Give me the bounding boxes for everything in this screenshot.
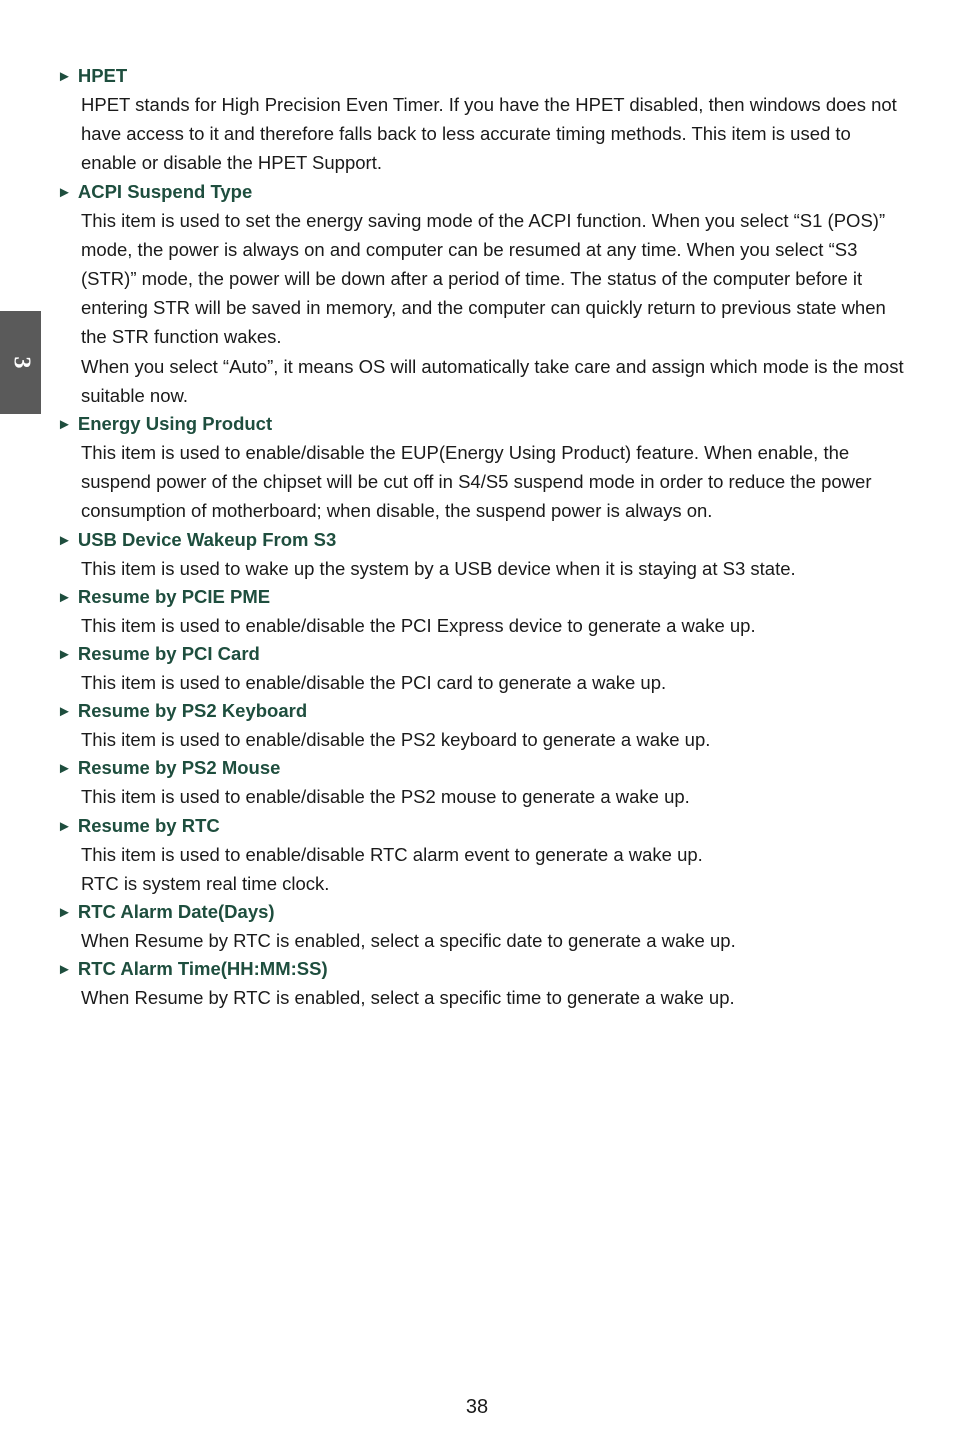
section-heading: ► Resume by PS2 Keyboard (57, 700, 308, 722)
triangle-bullet-icon: ► (57, 961, 72, 979)
section-paragraph: When Resume by RTC is enabled, select a specific time to generate a wake up. (81, 987, 735, 1009)
section-resume-pci-card (57, 640, 907, 697)
section-rtc-alarm-time (57, 955, 907, 1012)
section-paragraph: This item is used to enable/disable the PCI card to generate a wake up. (81, 672, 667, 694)
section-heading: ► Resume by RTC (57, 814, 220, 836)
section-paragraph: RTC is system real time clock. (81, 872, 330, 894)
section-heading: ► HPET (57, 65, 128, 86)
section-heading: ► Resume by PS2 Mouse (57, 757, 281, 779)
triangle-bullet-icon: ► (57, 760, 72, 778)
section-paragraph: This item is used to enable/disable the PS2 keyboard to generate a wake up. (81, 729, 711, 751)
section-resume-pcie-pme (57, 583, 907, 640)
section-heading: ► Energy Using Product (57, 413, 273, 435)
section-heading: ► Resume by PCIE PME (57, 585, 271, 607)
section-paragraph: When you select “Auto”, it means OS will automatically take care and assign which mode is the most suitable now. (81, 355, 904, 406)
triangle-bullet-icon: ► (57, 817, 72, 835)
section-paragraph: When Resume by RTC is enabled, select a specific date to generate a wake up. (81, 930, 736, 952)
section-paragraph: This item is used to enable/disable the PS2 mouse to generate a wake up. (81, 786, 690, 808)
triangle-bullet-icon: ► (57, 531, 72, 549)
section-hpet (57, 62, 907, 178)
section-paragraph: This item is used to enable/disable RTC alarm event to generate a wake up. (81, 843, 703, 865)
page-number: 38 (465, 1396, 489, 1418)
section-paragraph: This item is used to set the energy saving mode of the ACPI function. When you select “S1 (POS)” mode, the power is always on and computer can be resumed at any time. When you select “S3 (STR)” mode, the power will be down after a period of time. The status of the computer before it entering STR will be saved in memory, and the computer can quickly return to previous state when the STR function wakes. (81, 209, 886, 348)
section-heading: ► Resume by PCI Card (57, 643, 260, 665)
section-rtc-alarm-date (57, 898, 907, 955)
section-heading: ► USB Device Wakeup From S3 (57, 528, 337, 550)
section-heading: ► ACPI Suspend Type (57, 180, 253, 202)
chapter-tab (0, 311, 41, 414)
section-resume-ps2-keyboard (57, 697, 907, 754)
section-heading: ► RTC Alarm Date(Days) (57, 901, 275, 923)
triangle-bullet-icon: ► (57, 646, 72, 664)
triangle-bullet-icon: ► (57, 183, 72, 201)
section-heading: ► RTC Alarm Time(HH:MM:SS) (57, 958, 328, 980)
section-resume-ps2-mouse (57, 754, 907, 811)
section-usb-device-wakeup (57, 526, 907, 583)
section-energy-using-product (57, 410, 907, 526)
section-resume-rtc (57, 812, 907, 898)
triangle-bullet-icon: ► (57, 588, 72, 606)
section-paragraph: HPET stands for High Precision Even Timer. If you have the HPET disabled, then windows does not have access to it and therefore falls back to less accurate timing methods. This item is used to enable or disable the HPET Support. (81, 94, 897, 174)
section-paragraph: This item is used to enable/disable the PCI Express device to generate a wake up. (81, 614, 756, 636)
manual-content (57, 62, 907, 1012)
section-paragraph: This item is used to enable/disable the EUP(Energy Using Product) feature. When enable, the suspend power of the chipset will be cut off in S4/S5 suspend mode in order to reduce the power consumption of motherboard; when disable, the suspend power is always on. (81, 442, 872, 522)
section-acpi-suspend-type (57, 178, 907, 410)
chapter-tab-number: 3 (8, 356, 34, 369)
section-paragraph: This item is used to wake up the system by a USB device when it is staying at S3 state. (81, 557, 796, 579)
triangle-bullet-icon: ► (57, 416, 72, 434)
triangle-bullet-icon: ► (57, 68, 72, 85)
triangle-bullet-icon: ► (57, 904, 72, 922)
triangle-bullet-icon: ► (57, 703, 72, 721)
